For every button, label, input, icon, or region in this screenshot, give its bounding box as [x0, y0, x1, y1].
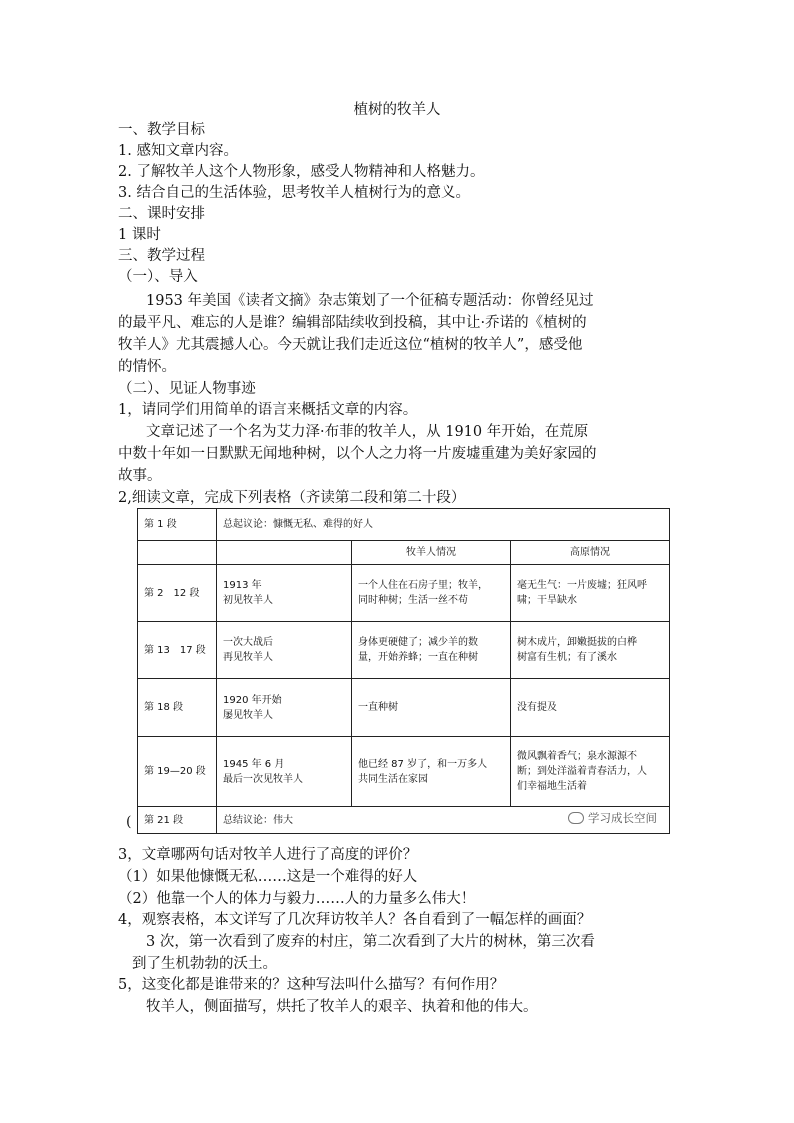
cell-line: 初见牧羊人 — [223, 595, 273, 606]
table-row — [138, 509, 669, 541]
table-cell — [352, 679, 511, 736]
process-heading: 三、教学过程 — [118, 248, 205, 264]
table-cell — [217, 565, 352, 621]
cell-line: 1920 年开始 — [223, 694, 282, 706]
table-header-row — [138, 541, 669, 565]
cell-line: 啸；干旱缺水 — [517, 595, 577, 606]
table-row — [138, 737, 669, 807]
cell-line: 共同生活在家园 — [358, 773, 428, 785]
question-3-item: （1）如果他慷慨无私……这是一个难得的好人 — [118, 869, 418, 885]
table-row — [138, 622, 669, 679]
cell-line: 树富有生机；有了溪水 — [517, 652, 617, 663]
watermark — [568, 810, 661, 826]
cell-line: 同时种树；生活一丝不苟 — [358, 595, 468, 606]
table-cell: 第 21 段 — [138, 807, 217, 833]
question-2: 2,细读文章，完成下列表格（齐读第二段和第二十段） — [118, 490, 466, 506]
cell-line: 1945 年 6 月 — [223, 758, 285, 770]
goal-item: 2. 了解牧羊人这个人物形象，感受人物精神和人格魅力。 — [118, 164, 485, 180]
answer-4-line: 3 次，第一次看到了废弃的村庄，第二次看到了大片的树林，第三次看 — [146, 934, 595, 950]
cell-line: 他已经 87 岁了，和一万多人 — [358, 758, 488, 770]
table-cell — [511, 565, 669, 621]
cell-line: 树木成片，卸嫩挺拔的白桦 — [517, 637, 637, 648]
table-cell: 第 2 12 段 — [138, 565, 217, 621]
table-cell — [217, 679, 352, 736]
question-1: 1，请同学们用简单的语言来概括文章的内容。 — [118, 402, 418, 418]
table-cell: 第 13 17 段 — [138, 622, 217, 678]
table-cell: 总起议论：慷慨无私、难得的好人 — [223, 519, 373, 530]
summary-table — [137, 508, 670, 834]
cell-line: 毫无生气：一片废墟；狂风呼 — [517, 580, 647, 591]
goal-item: 3. 结合自己的生活体验，思考牧羊人植树行为的意义。 — [118, 185, 470, 201]
schedule-text: 1 课时 — [118, 227, 161, 243]
column-header: 高原情况 — [570, 547, 610, 558]
witness-heading: （二）、见证人物事迹 — [118, 381, 256, 397]
page-title: 植树的牧羊人 — [353, 102, 441, 118]
table-cell — [511, 679, 669, 736]
cell-line: 没有提及 — [517, 702, 557, 713]
stray-bracket: ( — [126, 814, 132, 830]
cell-line: 一个人住在石房子里；牧羊， — [358, 580, 488, 591]
table-cell — [352, 565, 511, 621]
column-header: 牧羊人情况 — [352, 541, 511, 564]
cell-line: 微风飘着香气；泉水源源不 — [517, 751, 637, 762]
table-cell: 总结议论：伟大 — [223, 814, 293, 826]
cell-line: 们幸福地生活着 — [517, 781, 587, 792]
cell-line: 断；到处洋溢着青春活力，人 — [517, 766, 647, 777]
question-4: 4，观察表格，本文详写了几次拜访牧羊人？各自看到了一幅怎样的画面？ — [118, 912, 592, 928]
cell-line: 一直种树 — [358, 702, 398, 713]
goals-heading: 一、教学目标 — [118, 122, 205, 138]
answer-1-line: 中数十年如一日默默无闻地种树，以个人之力将一片废墟重建为美好家园的 — [118, 446, 597, 462]
wechat-icon — [568, 812, 584, 824]
cell-line: 再见牧羊人 — [223, 652, 273, 663]
table-cell: 第 19—20 段 — [138, 737, 217, 806]
table-cell — [511, 737, 669, 806]
table-row — [138, 565, 669, 622]
intro-line: 1953 年美国《读者文摘》杂志策划了一个征稿专题活动：你曾经见过 — [146, 293, 594, 309]
table-cell — [138, 541, 217, 564]
answer-4-line: 到了生机勃勃的沃土。 — [132, 956, 277, 972]
goal-item: 1. 感知文章内容。 — [118, 143, 238, 159]
cell-line: 1913 年 — [223, 580, 262, 591]
table-cell — [352, 622, 511, 678]
table-row — [138, 679, 669, 737]
table-cell — [217, 541, 352, 564]
table-cell: 第 1 段 — [138, 509, 217, 540]
intro-heading: （一）、导入 — [118, 269, 198, 285]
watermark-text: 学习成长空间 — [588, 811, 657, 825]
answer-1-line: 故事。 — [118, 468, 162, 484]
question-3-item: （2）他靠一个人的体力与毅力……人的力量多么伟大！ — [118, 891, 476, 907]
cell-line: 屡见牧羊人 — [223, 709, 273, 721]
cell-line: 量，开始养蜂；一直在种树 — [358, 652, 478, 663]
question-5: 5，这变化都是谁带来的？这种写法叫什么描写？有何作用？ — [118, 977, 505, 993]
intro-line: 牧羊人》尤其震撼人心。今天就让我们走近这位“植树的牧羊人”，感受他 — [118, 337, 583, 353]
intro-line: 的最平凡、难忘的人是谁？编辑部陆续收到投稿，其中让·乔诺的《植树的 — [118, 315, 587, 331]
cell-line: 身体更硬健了；减少羊的数 — [358, 637, 478, 648]
schedule-heading: 二、课时安排 — [118, 206, 205, 222]
table-cell — [217, 737, 352, 806]
answer-1-line: 文章记述了一个名为艾力泽·布菲的牧羊人，从 1910 年开始，在荒原 — [146, 424, 589, 440]
cell-line: 最后一次见牧羊人 — [223, 773, 303, 785]
question-3: 3，文章哪两句话对牧羊人进行了高度的评价？ — [118, 847, 418, 863]
table-cell — [511, 622, 669, 678]
table-cell: 第 18 段 — [138, 679, 217, 736]
table-cell — [217, 622, 352, 678]
answer-5: 牧羊人，侧面描写，烘托了牧羊人的艰辛、执着和他的伟大。 — [146, 999, 538, 1015]
intro-line: 的情怀。 — [118, 359, 176, 375]
cell-line: 一次大战后 — [223, 637, 273, 648]
table-cell — [352, 737, 511, 806]
